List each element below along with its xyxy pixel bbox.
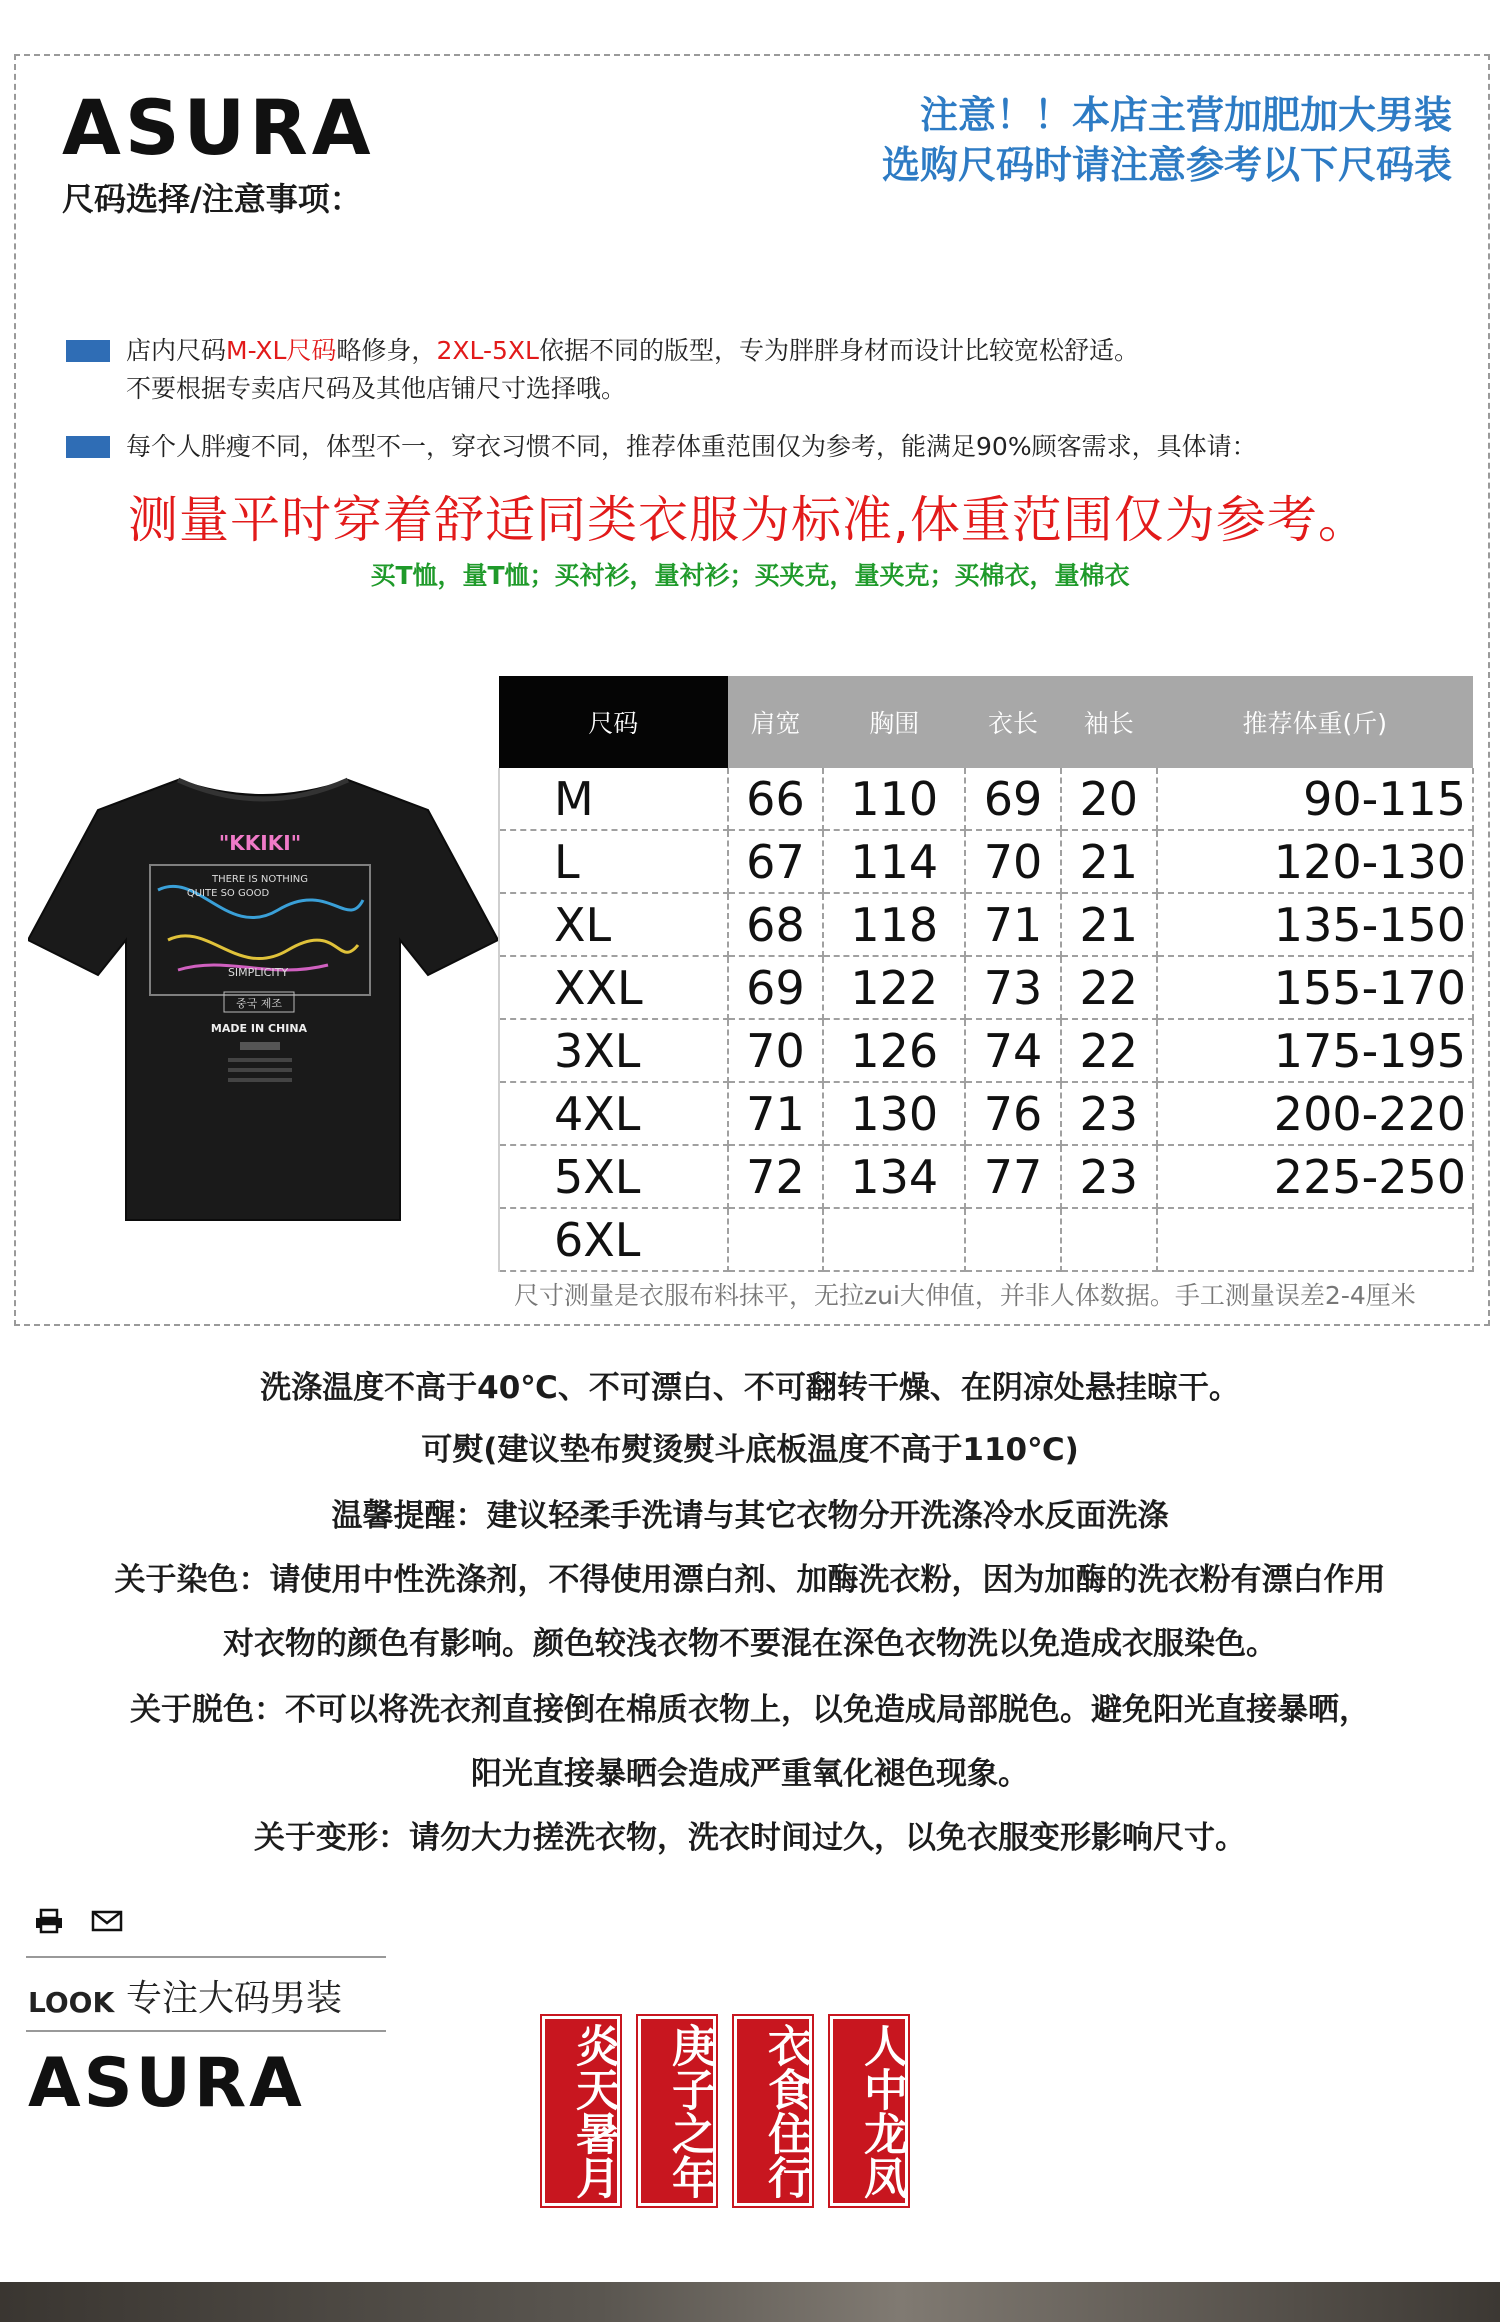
table-row [499,1208,1473,1271]
table-row [499,768,1473,830]
table-cell: 70 [965,830,1061,893]
header-weight: 推荐体重(斤) [1157,676,1473,768]
tshirt-image [28,770,498,1230]
measure-tip: 买T恤，量T恤；买衬衫，量衬衫；买夹克，量夹克；买棉衣，量棉衣 [370,561,1130,590]
weight-cell: 175-195 [1157,1019,1473,1082]
mail-icon[interactable] [91,1909,123,1933]
care-line-1: 洗涤温度不高于40℃、不可漂白、不可翻转干燥、在阴凉处悬挂晾干。 [260,1370,1240,1406]
tee-print-title: "KKIKI" [218,831,302,855]
header-chest: 胸围 [823,676,965,768]
seal-3 [734,2016,812,2206]
tee-print-korean: 중국 제조 [235,997,283,1010]
tee-print-line3: SIMPLICITY [227,966,289,979]
weight-cell: 155-170 [1157,956,1473,1019]
table-cell: 72 [728,1145,824,1208]
tee-print-made: MADE IN CHINA [210,1022,308,1035]
care-line-3: 温馨提醒：建议轻柔手洗请与其它衣物分开洗涤冷水反面洗涤 [331,1498,1169,1534]
seal-text: 人中龙凤 [856,2023,907,2199]
table-cell: 22 [1061,1019,1157,1082]
size-cell: 4XL [499,1082,728,1145]
share-icons [34,1908,123,1934]
size-table [498,676,1474,1272]
table-cell: 69 [728,956,824,1019]
bullet-marker [66,436,110,458]
table-cell: 23 [1061,1145,1157,1208]
brand-tagline: 专注大码男装 [126,1978,343,2019]
weight-cell [1157,1208,1473,1271]
table-cell: 70 [728,1019,824,1082]
seal-4 [830,2016,908,2206]
intro-highlight: 2XL-5XL [436,336,539,365]
size-cell: 6XL [499,1208,728,1271]
care-line-6: 关于脱色：不可以将洗衣剂直接倒在棉质衣物上，以免造成局部脱色。避免阳光直接暴晒， [130,1692,1370,1728]
table-cell: 66 [728,768,824,830]
care-line-5: 对衣物的颜色有影响。颜色较浅衣物不要混在深色衣物洗以免造成衣服染色。 [223,1626,1277,1662]
tee-print-line2: QUITE SO GOOD [186,888,270,899]
table-cell: 74 [965,1019,1061,1082]
model-photo-strip [0,2282,1500,2322]
table-row [499,1145,1473,1208]
seal-text: 衣食住行 [760,2023,811,2199]
size-cell: M [499,768,728,830]
seal-text: 炎天暑月 [568,2023,619,2199]
table-cell: 110 [823,768,965,830]
weight-cell: 135-150 [1157,893,1473,956]
table-row [499,893,1473,956]
table-cell: 118 [823,893,965,956]
divider [26,2030,386,2032]
table-cell: 21 [1061,830,1157,893]
header-sleeve: 袖长 [1061,676,1157,768]
table-cell: 126 [823,1019,965,1082]
size-table-header [499,676,1473,768]
size-cell: XXL [499,956,728,1019]
section-subtitle: 尺码选择/注意事项： [62,180,362,218]
intro-text-line-2: 不要根据专卖店尺码及其他店铺尺寸选择哦。 [126,374,627,403]
table-cell: 130 [823,1082,965,1145]
weight-cell: 225-250 [1157,1145,1473,1208]
table-cell: 71 [728,1082,824,1145]
table-cell [823,1208,965,1271]
table-cell: 76 [965,1082,1061,1145]
table-cell [1061,1208,1157,1271]
intro-highlight: M-XL尺码 [226,336,337,365]
bullet-marker [66,340,110,362]
size-cell: L [499,830,728,893]
size-cell: XL [499,893,728,956]
print-icon[interactable] [34,1908,64,1934]
store-notice [832,90,1452,190]
size-cell: 5XL [499,1145,728,1208]
notice-line-2: 选购尺码时请注意参考以下尺码表 [881,143,1452,187]
table-row [499,1019,1473,1082]
header-length: 衣长 [965,676,1061,768]
table-row [499,830,1473,893]
seal-2 [638,2016,716,2206]
care-line-8: 关于变形：请勿大力搓洗衣物，洗衣时间过久，以免衣服变形影响尺寸。 [254,1820,1246,1856]
size-cell: 3XL [499,1019,728,1082]
weight-cell: 200-220 [1157,1082,1473,1145]
divider [26,1956,386,1958]
table-cell: 114 [823,830,965,893]
table-cell: 134 [823,1145,965,1208]
intro-paragraph-2: 每个人胖瘦不同，体型不一，穿衣习惯不同，推荐体重范围仅为参考，能满足90%顾客需求，具体请： [126,432,1257,461]
tee-print-line1: THERE IS NOTHING [211,874,309,885]
weight-cell: 90-115 [1157,768,1473,830]
header-size: 尺码 [499,676,728,768]
intro-text: 店内尺码 [126,336,227,365]
notice-line-1: 注意！！本店主营加肥加大男装 [919,93,1452,137]
table-cell [965,1208,1061,1271]
table-cell: 20 [1061,768,1157,830]
table-cell: 77 [965,1145,1061,1208]
table-cell: 68 [728,893,824,956]
header-shoulder: 肩宽 [728,676,824,768]
table-cell: 21 [1061,893,1157,956]
table-cell: 122 [823,956,965,1019]
measurement-note: 尺寸测量是衣服布料抹平，无拉zui大伸值，并非人体数据。手工测量误差2-4厘米 [514,1281,1416,1310]
look-label: LOOK [28,1986,115,2019]
table-cell: 67 [728,830,824,893]
table-cell: 73 [965,956,1061,1019]
table-cell: 71 [965,893,1061,956]
intro-text: 依据不同的版型，专为胖胖身材而设计比较宽松舒适。 [538,336,1139,365]
table-cell [728,1208,824,1271]
seal-1 [542,2016,620,2206]
table-cell: 23 [1061,1082,1157,1145]
table-cell: 22 [1061,956,1157,1019]
seal-text: 庚子之年 [664,2023,715,2199]
table-row [499,1082,1473,1145]
weight-cell: 120-130 [1157,830,1473,893]
table-row [499,956,1473,1019]
table-cell: 69 [965,768,1061,830]
intro-paragraph-1 [126,332,1139,408]
measure-emphasis: 测量平时穿着舒适同类衣服为标准,体重范围仅为参考。 [128,491,1369,549]
care-line-2: 可熨(建议垫布熨烫熨斗底板温度不高于110℃) [421,1432,1079,1468]
intro-text: 略修身， [336,336,437,365]
brand-logo-top: ASURA [62,83,375,172]
care-line-7: 阳光直接暴晒会造成严重氧化褪色现象。 [471,1756,1029,1792]
brand-logo-bottom: ASURA [28,2044,305,2123]
care-line-4: 关于染色：请使用中性洗涤剂，不得使用漂白剂、加酶洗衣粉，因为加酶的洗衣粉有漂白作用 [114,1562,1386,1598]
